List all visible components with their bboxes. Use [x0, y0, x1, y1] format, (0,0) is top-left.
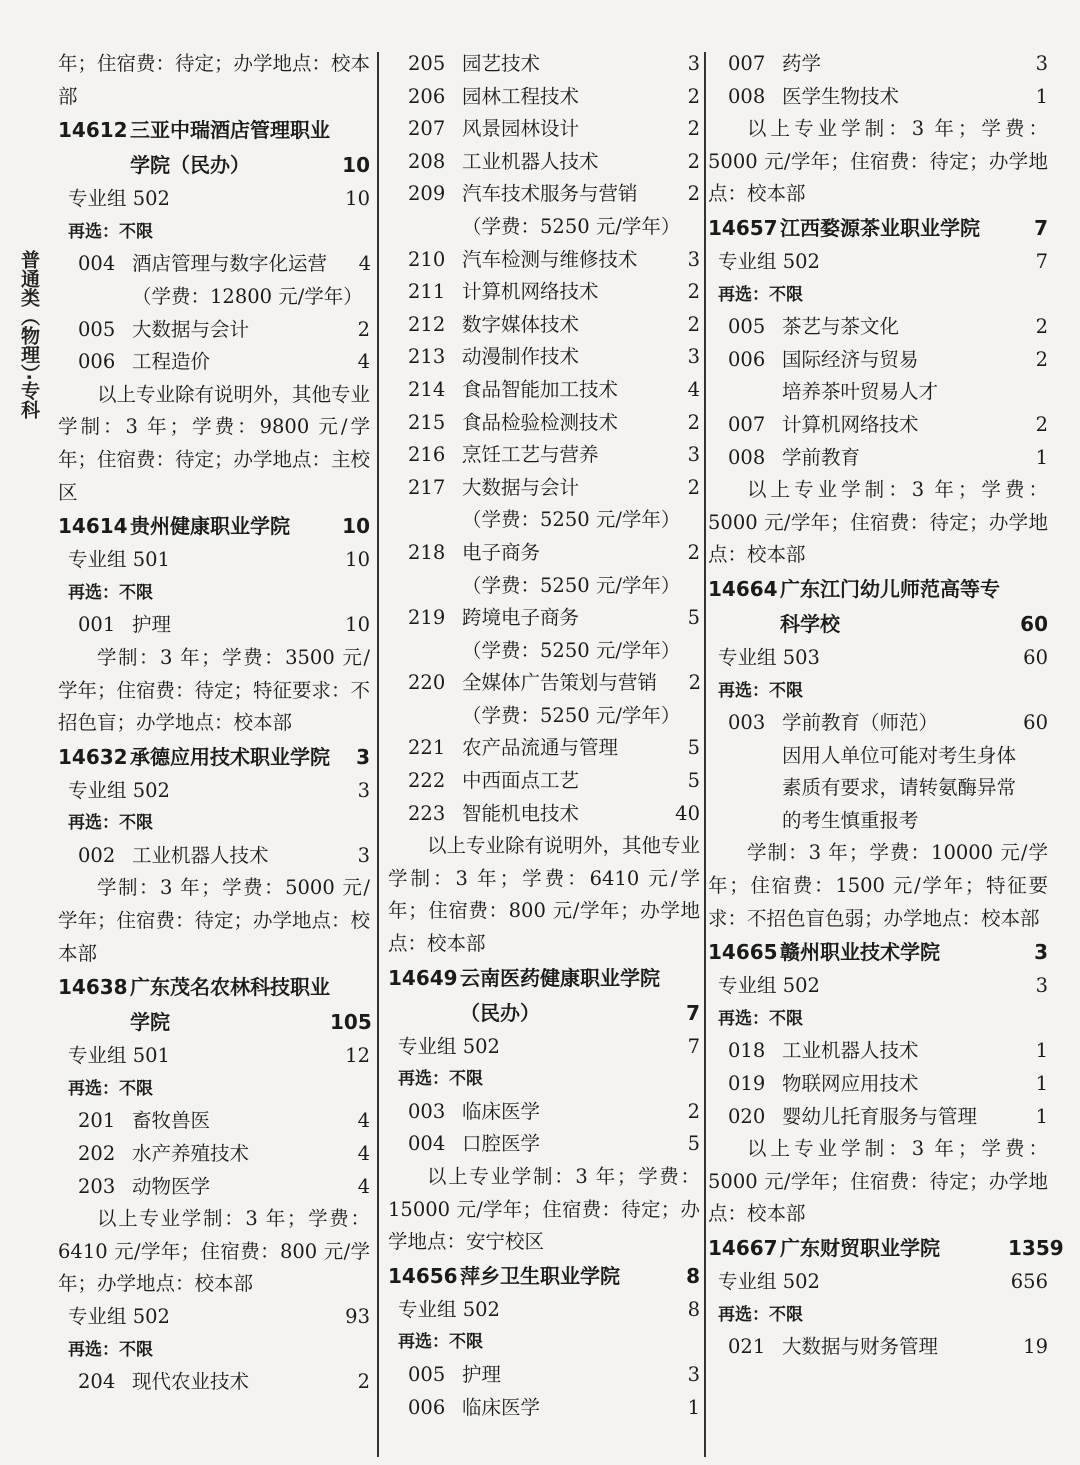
major-count: 2 [357, 317, 370, 341]
major-row [388, 341, 700, 374]
major-count: 5 [687, 736, 700, 760]
major-count: 3 [357, 843, 370, 867]
major-code: 003 [408, 1099, 446, 1123]
institution-code: 14649 [388, 965, 458, 990]
major-group-count: 60 [1023, 645, 1048, 669]
major-code: 006 [728, 347, 766, 371]
major-count: 1 [1035, 1104, 1048, 1128]
major-count: 3 [687, 443, 700, 467]
major-name: 汽车技术服务与营销 [462, 182, 638, 206]
major-name: 水产养殖技术 [132, 1142, 250, 1166]
major-group-label: 专业组 501 [68, 1044, 170, 1068]
major-count: 5 [687, 769, 700, 793]
major-name: 动物医学 [132, 1174, 211, 1198]
major-row [708, 1068, 1048, 1101]
major-count: 2 [1035, 412, 1048, 436]
major-row [708, 311, 1048, 344]
major-count: 1 [1035, 445, 1048, 469]
major-code: 216 [408, 443, 446, 467]
major-group-count: 3 [357, 778, 370, 802]
major-name: 物联网应用技术 [782, 1072, 919, 1096]
major-code: 206 [408, 84, 446, 108]
major-code: 006 [78, 350, 116, 374]
institution-code: 14638 [58, 975, 128, 1000]
major-row [388, 374, 700, 407]
enrollment-notes: 学制：3 年；学费：10000 元/学年；住宿费：1500 元/学年；特征要求：不招色盲色弱；办学地点：校本部 [708, 841, 1048, 930]
reselect-requirement: 再选：不限 [718, 1304, 803, 1325]
major-name: 医学生物技术 [782, 84, 900, 108]
major-code: 021 [728, 1335, 766, 1359]
major-row [388, 81, 700, 114]
major-name: 学前教育 [782, 445, 861, 469]
major-name: 婴幼儿托育服务与管理 [782, 1104, 978, 1128]
major-name: 工程造价 [132, 350, 211, 374]
major-code: 005 [78, 317, 116, 341]
major-row [58, 346, 370, 379]
institution-heading [388, 1259, 700, 1294]
institution-name: 广东财贸职业学院 [780, 1236, 940, 1260]
major-code: 207 [408, 117, 446, 141]
major-row [388, 732, 700, 765]
major-row [388, 244, 700, 277]
major-row [708, 344, 1048, 377]
major-group-row [58, 544, 370, 577]
institution-heading [388, 961, 700, 1031]
reselect-requirement: 再选：不限 [718, 1008, 803, 1029]
major-code: 004 [408, 1132, 446, 1156]
major-count: 2 [687, 182, 700, 206]
column-1 [58, 48, 370, 1399]
enrollment-notes: 以上专业学制：3 年；学费：5000 元/学年；住宿费：待定；办学地点：校本部 [708, 1137, 1048, 1226]
major-group-count: 656 [1010, 1270, 1048, 1293]
major-code: 219 [408, 606, 446, 630]
major-group-label: 专业组 502 [398, 1034, 500, 1058]
major-note: （学费：5250 元/学年） [462, 508, 681, 532]
major-code: 004 [78, 252, 116, 276]
major-count: 1 [1035, 84, 1048, 108]
major-row [388, 1128, 700, 1161]
major-name: 食品智能加工技术 [462, 377, 619, 401]
institution-heading [58, 113, 370, 183]
major-name: 药学 [782, 52, 822, 75]
major-row [708, 707, 1048, 740]
institution-code: 14657 [708, 215, 778, 240]
institution-name: 贵州健康职业学院 [130, 514, 290, 539]
major-name: 工业机器人技术 [132, 843, 269, 867]
major-count: 40 [675, 801, 700, 825]
reselect-requirement: 再选：不限 [398, 1332, 483, 1353]
major-group-count: 8 [687, 1297, 700, 1321]
major-group-row [708, 970, 1048, 1003]
major-group-count: 7 [687, 1034, 700, 1058]
enrollment-notes: 以上专业学制：3 年；学费：15000 元/学年；住宿费：待定；办学地点：安宁校区 [388, 1165, 700, 1254]
institution-plan-count: 7 [1034, 215, 1048, 240]
major-name: 临床医学 [462, 1099, 541, 1123]
reselect-requirement: 再选：不限 [718, 284, 803, 305]
major-row [708, 81, 1048, 114]
major-row [58, 248, 370, 281]
major-row [388, 765, 700, 798]
major-name: 护理 [462, 1362, 502, 1386]
major-name: 风景园林设计 [462, 117, 580, 141]
major-group-label: 专业组 502 [718, 249, 820, 273]
major-code: 208 [408, 149, 446, 173]
major-row [708, 48, 1048, 81]
major-code: 212 [408, 312, 446, 336]
major-row [58, 1171, 370, 1204]
major-count: 5 [687, 1132, 700, 1156]
major-name: 全媒体广告策划与营销 [462, 671, 658, 695]
column-3 [708, 48, 1064, 1364]
major-count: 3 [687, 52, 700, 75]
major-code: 019 [728, 1072, 766, 1096]
major-count: 2 [687, 280, 700, 304]
major-count: 19 [1023, 1335, 1048, 1359]
major-name: 跨境电子商务 [462, 606, 580, 630]
enrollment-notes: 年；住宿费：待定；办学地点：校本部 [58, 52, 371, 108]
major-code: 204 [78, 1370, 116, 1394]
major-count: 2 [1035, 347, 1048, 371]
major-name: 计算机网络技术 [782, 412, 919, 436]
major-name: 护理 [132, 613, 172, 637]
major-code: 213 [408, 345, 446, 369]
reselect-requirement: 再选：不限 [68, 813, 153, 834]
major-count: 1 [1035, 1072, 1048, 1096]
major-group-label: 专业组 502 [68, 778, 170, 802]
major-group-row [708, 1266, 1048, 1299]
major-code: 001 [78, 613, 116, 637]
major-name: 动漫制作技术 [462, 345, 580, 369]
major-name: 口腔医学 [462, 1132, 541, 1156]
major-code: 018 [728, 1039, 766, 1063]
institution-name: 云南医药健康职业学院（民办） [460, 965, 660, 1025]
major-row [388, 1359, 700, 1392]
major-code: 005 [728, 315, 766, 339]
institution-name: 广东江门幼儿师范高等专科学校 [780, 576, 1000, 636]
major-row [388, 309, 700, 342]
major-count: 3 [687, 247, 700, 271]
major-code: 002 [78, 843, 116, 867]
major-note: （学费：5250 元/学年） [462, 703, 681, 727]
major-code: 008 [728, 84, 766, 108]
major-name: 工业机器人技术 [462, 149, 599, 173]
major-count: 1 [687, 1395, 700, 1419]
major-name: 农产品流通与管理 [462, 736, 619, 760]
institution-heading [708, 1231, 1064, 1266]
major-name: 学前教育（师范） [782, 711, 939, 735]
major-group-label: 专业组 501 [68, 548, 170, 572]
major-code: 205 [408, 52, 446, 75]
major-name: 烹饪工艺与营养 [462, 443, 599, 467]
major-name: 畜牧兽医 [132, 1109, 211, 1133]
major-count: 2 [687, 117, 700, 141]
major-name: 现代农业技术 [132, 1370, 250, 1394]
institution-plan-count: 3 [356, 744, 370, 769]
major-row [388, 798, 700, 831]
reselect-requirement: 再选：不限 [68, 1339, 153, 1360]
institution-code: 14667 [708, 1236, 778, 1260]
institution-code: 14665 [708, 940, 778, 965]
major-count: 2 [687, 475, 700, 499]
major-code: 008 [728, 445, 766, 469]
major-group-row [58, 775, 370, 808]
major-code: 223 [408, 801, 446, 825]
major-row [708, 442, 1048, 475]
major-group-count: 7 [1035, 249, 1048, 273]
major-code: 006 [408, 1395, 446, 1419]
major-count: 4 [358, 252, 372, 276]
major-code: 209 [408, 182, 446, 206]
major-group-label: 专业组 502 [68, 1305, 170, 1328]
major-code: 218 [408, 540, 446, 564]
institution-plan-count: 105 [330, 1010, 372, 1035]
major-count: 4 [357, 350, 370, 374]
major-name: 大数据与会计 [462, 475, 580, 499]
institution-code: 14664 [708, 576, 778, 601]
enrollment-notes: 以上专业学制：3 年；学费：5000 元/学年；住宿费：待定；办学地点：校本部 [708, 478, 1048, 567]
major-row [388, 602, 700, 635]
major-code: 221 [408, 736, 446, 760]
major-row [388, 472, 700, 505]
enrollment-notes: 以上专业除有说明外，其他专业学制：3 年；学费：9800 元/学年；住宿费：待定；办学地点：主校区 [58, 382, 371, 504]
major-row [388, 113, 700, 146]
major-group-row [58, 1301, 370, 1334]
major-group-count: 3 [1035, 974, 1048, 998]
major-name: 食品检验检测技术 [462, 410, 619, 434]
institution-name: 三亚中瑞酒店管理职业学院（民办） [130, 118, 330, 178]
major-name: 工业机器人技术 [782, 1039, 919, 1063]
column-2 [388, 48, 700, 1424]
major-row [388, 48, 700, 81]
major-code: 214 [408, 377, 446, 401]
major-group-label: 专业组 502 [68, 187, 170, 211]
major-row [708, 409, 1048, 442]
reselect-requirement: 再选：不限 [68, 1078, 153, 1099]
major-group-count: 10 [345, 548, 370, 572]
major-code: 210 [408, 247, 446, 271]
major-row [58, 1138, 370, 1171]
major-note: （学费：5250 元/学年） [462, 214, 681, 238]
major-group-label: 专业组 502 [718, 1270, 820, 1293]
major-name: 数字媒体技术 [462, 312, 580, 336]
major-row [388, 146, 700, 179]
major-name: 中西面点工艺 [462, 769, 580, 793]
institution-name: 萍乡卫生职业学院 [460, 1263, 620, 1288]
major-code: 020 [728, 1104, 766, 1128]
institution-name: 江西婺源茶业职业学院 [780, 215, 980, 240]
major-count: 1 [1035, 1039, 1048, 1063]
major-row [388, 178, 700, 211]
major-code: 007 [728, 412, 766, 436]
major-count: 3 [1035, 52, 1048, 75]
major-note: （学费：12800 元/学年） [132, 284, 363, 308]
major-code: 003 [728, 711, 766, 735]
major-count: 4 [357, 1174, 370, 1198]
institution-plan-count: 1359 [1008, 1236, 1064, 1260]
major-row [58, 840, 370, 873]
major-name: 茶艺与茶文化 [782, 315, 900, 339]
major-note: 素质有要求，请转氨酶异常 [782, 776, 1017, 800]
institution-code: 14656 [388, 1263, 458, 1288]
major-name: 智能机电技术 [462, 801, 580, 825]
major-name: 国际经济与贸易 [782, 347, 919, 371]
major-group-row [388, 1031, 700, 1064]
institution-plan-count: 8 [686, 1263, 700, 1288]
major-count: 3 [687, 1362, 700, 1386]
major-count: 2 [688, 671, 702, 695]
major-name: 园林工程技术 [462, 84, 580, 108]
column-divider-2 [704, 52, 706, 1457]
major-row [388, 439, 700, 472]
major-row [708, 1101, 1048, 1134]
major-count: 2 [687, 312, 700, 336]
major-row [388, 667, 700, 700]
institution-code: 14614 [58, 514, 128, 539]
reselect-requirement: 再选：不限 [68, 582, 153, 603]
major-row [58, 1366, 370, 1399]
major-row [708, 1331, 1048, 1364]
major-row [708, 1035, 1048, 1068]
major-note: 因用人单位可能对考生身体 [782, 743, 1017, 767]
major-name: 大数据与财务管理 [782, 1335, 939, 1359]
major-row [58, 609, 370, 642]
major-count: 10 [345, 613, 370, 637]
enrollment-notes: 以上专业除有说明外，其他专业学制：3 年；学费：6410 元/学年；住宿费：800 元/学年；办学地点：校本部 [388, 834, 701, 956]
major-code: 007 [728, 52, 766, 75]
major-note: （学费：5250 元/学年） [462, 573, 681, 597]
major-count: 4 [357, 1142, 370, 1166]
major-name: 大数据与会计 [132, 317, 250, 341]
major-name: 酒店管理与数字化运营 [132, 252, 328, 276]
major-group-count: 93 [345, 1305, 370, 1328]
major-count: 4 [357, 1109, 370, 1133]
major-count: 3 [687, 345, 700, 369]
institution-plan-count: 60 [1020, 611, 1048, 636]
institution-heading [58, 509, 370, 544]
major-group-row [58, 183, 370, 216]
major-count: 4 [687, 377, 700, 401]
enrollment-notes: 以上专业学制：3 年；学费：5000 元/学年；住宿费：待定；办学地点：校本部 [708, 117, 1048, 206]
major-name: 园艺技术 [462, 52, 541, 75]
major-code: 203 [78, 1174, 116, 1198]
institution-heading [708, 211, 1048, 246]
major-count: 2 [687, 149, 700, 173]
major-name: 汽车检测与维修技术 [462, 247, 638, 271]
major-count: 60 [1023, 711, 1048, 735]
major-code: 005 [408, 1362, 446, 1386]
major-code: 222 [408, 769, 446, 793]
major-code: 215 [408, 410, 446, 434]
major-code: 201 [78, 1109, 116, 1133]
major-count: 2 [687, 1099, 700, 1123]
major-row [388, 407, 700, 440]
major-note: 的考生慎重报考 [782, 808, 919, 832]
enrollment-notes: 以上专业学制：3 年；学费：6410 元/学年；住宿费：800 元/学年；办学地点：校本部 [58, 1207, 370, 1296]
enrollment-notes: 学制：3 年；学费：3500 元/学年；住宿费：待定；特征要求：不招色盲；办学地点：校本部 [58, 645, 371, 735]
institution-plan-count: 7 [686, 1000, 700, 1025]
major-group-row [58, 1040, 370, 1073]
side-tab-label [14, 250, 44, 424]
major-row [388, 1096, 700, 1129]
major-code: 202 [78, 1142, 116, 1166]
major-name: 计算机网络技术 [462, 280, 599, 304]
institution-heading [708, 935, 1048, 970]
major-count: 2 [1035, 315, 1048, 339]
reselect-requirement: 再选：不限 [398, 1069, 483, 1090]
major-name: 电子商务 [462, 540, 541, 564]
major-group-label: 专业组 502 [718, 974, 820, 998]
major-code: 217 [408, 475, 446, 499]
major-row [388, 1392, 700, 1425]
major-group-label: 专业组 502 [398, 1297, 500, 1321]
major-row [58, 314, 370, 347]
reselect-requirement: 再选：不限 [718, 680, 803, 701]
institution-heading [58, 970, 370, 1040]
major-row [388, 537, 700, 570]
major-name: 临床医学 [462, 1395, 541, 1419]
institution-name: 承德应用技术职业学院 [130, 744, 330, 769]
side-tab-text: 普通类（物理）·专科 [18, 250, 40, 419]
institution-plan-count: 10 [342, 153, 370, 178]
institution-heading [708, 572, 1048, 642]
major-count: 2 [687, 540, 700, 564]
major-code: 211 [408, 280, 446, 304]
major-row [58, 1105, 370, 1138]
major-group-row [388, 1294, 700, 1327]
institution-name: 赣州职业技术学院 [780, 940, 940, 965]
column-divider-1 [377, 52, 379, 1457]
institution-name: 广东茂名农林科技职业学院 [130, 975, 330, 1035]
institution-code: 14632 [58, 744, 128, 769]
major-group-label: 专业组 503 [718, 645, 820, 669]
major-count: 2 [687, 84, 700, 108]
institution-heading [58, 740, 370, 775]
major-count: 5 [687, 606, 700, 630]
major-group-row [708, 642, 1048, 675]
major-count: 2 [687, 410, 700, 434]
major-code: 220 [408, 671, 446, 695]
major-group-count: 10 [345, 187, 370, 211]
major-group-count: 12 [345, 1044, 370, 1068]
enrollment-notes: 学制：3 年；学费：5000 元/学年；住宿费：待定；办学地点：校本部 [58, 876, 371, 965]
institution-code: 14612 [58, 118, 128, 143]
major-count: 2 [357, 1370, 370, 1394]
major-note: （学费：5250 元/学年） [462, 638, 681, 662]
institution-plan-count: 3 [1034, 940, 1048, 965]
institution-plan-count: 10 [342, 514, 370, 539]
major-group-row [708, 246, 1048, 279]
reselect-requirement: 再选：不限 [68, 221, 153, 242]
major-note: 培养茶叶贸易人才 [782, 380, 939, 404]
major-row [388, 276, 700, 309]
